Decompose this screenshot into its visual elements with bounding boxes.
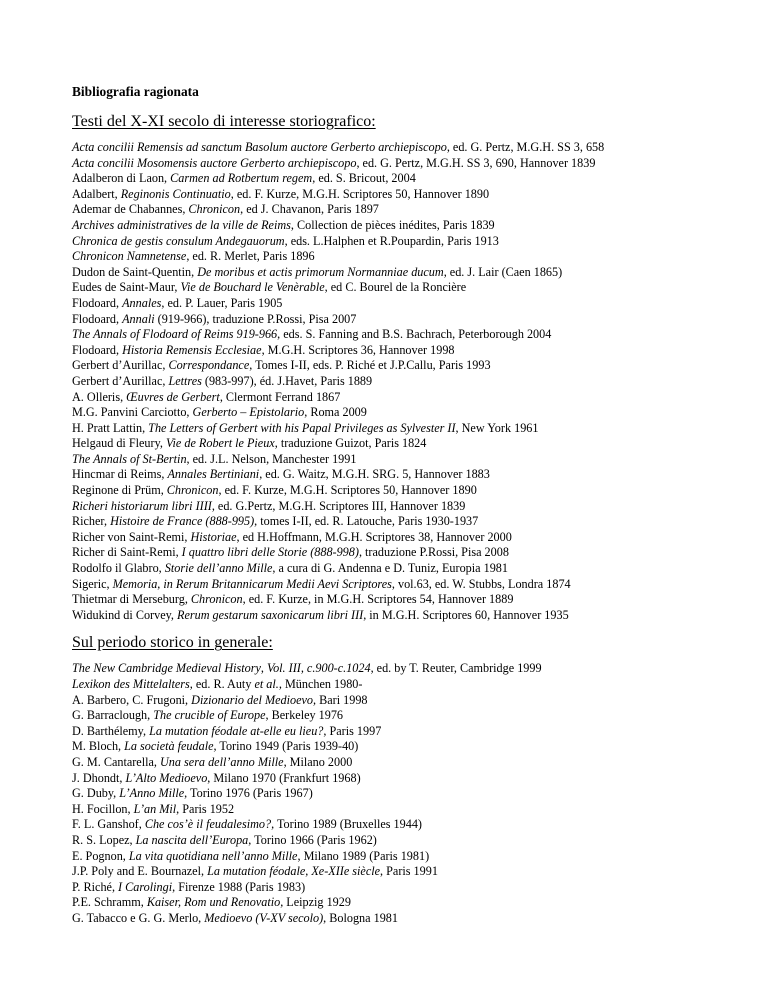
entry-text: G. M. Cantarella, xyxy=(72,754,160,769)
bibliography-entry xyxy=(72,771,762,787)
entry-text: J. Dhondt, xyxy=(72,770,126,785)
bibliography-entry xyxy=(72,545,762,561)
entry-text: Flodoard, xyxy=(72,311,123,326)
entry-title-italic: Acta concilii Mosomensis auctore Gerberto archiepiscopo xyxy=(72,155,357,170)
bibliography-entry xyxy=(72,724,762,740)
document-title: Bibliografia ragionata xyxy=(72,84,199,99)
bibliography-entry xyxy=(72,561,762,577)
entry-text: , Roma 2009 xyxy=(304,405,367,420)
entry-text: Torino 1989 (Bruxelles 1944) xyxy=(274,817,422,832)
entry-text: , ed. F. Kurze, M.G.H. Scriptores 50, Hannover 1890 xyxy=(230,186,490,201)
entry-text: , Tomes I-II, eds. P. Riché et J.P.Callu, Paris 1993 xyxy=(249,358,491,373)
bibliography-entry xyxy=(72,864,762,880)
bibliography-entry xyxy=(72,140,762,156)
bibliography-entry xyxy=(72,374,762,390)
entry-text: Bari 1998 xyxy=(316,692,368,707)
entry-text: , ed. S. Bricout, 2004 xyxy=(312,171,416,186)
bibliography-entry xyxy=(72,296,762,312)
entry-title-italic: The New Cambridge Medieval History xyxy=(72,661,261,676)
section-heading: Testi del X-XI secolo di interesse storiografico: xyxy=(72,113,376,130)
bibliography-entry xyxy=(72,911,762,927)
entry-title-italic: L’Anno Mille xyxy=(119,786,185,801)
bibliography-entry xyxy=(72,390,762,406)
bibliography-entry xyxy=(72,677,762,693)
section-heading: Sul periodo storico in generale: xyxy=(72,634,273,652)
entry-text: , ed. J.L. Nelson, Manchester 1991 xyxy=(186,451,357,466)
entry-text: A. Olleris, xyxy=(72,389,127,404)
entry-title-italic: Reginonis Continuatio xyxy=(120,186,231,201)
bibliography-entry xyxy=(72,202,762,218)
entry-text: , ed H.Hoffmann, M.G.H. Scriptores 38, Hannover 2000 xyxy=(236,529,512,544)
bibliography-entry xyxy=(72,171,762,187)
entry-title-italic: La mutation féodale, Xe-XIIe siècle xyxy=(207,864,381,879)
entry-text: Eudes de Saint-Maur, xyxy=(72,280,181,295)
bibliography-entry xyxy=(72,421,762,437)
entry-text: , ed. R. Merlet, Paris 1896 xyxy=(186,249,315,264)
bibliography-list xyxy=(72,140,762,623)
bibliography-entry xyxy=(72,514,762,530)
entry-text: Hincmar di Reims, xyxy=(72,467,168,482)
entry-text: , Firenze 1988 (Paris 1983) xyxy=(172,879,306,894)
entry-text: Leipzig 1929 xyxy=(283,895,351,910)
entry-text: G. Barraclough, xyxy=(72,708,154,723)
bibliography-entry xyxy=(72,833,762,849)
entry-title-italic: Vie de Bouchard le Venèrable xyxy=(180,280,325,295)
entry-text: , Milano 2000 xyxy=(283,754,353,769)
entry-text: Torino 1949 (Paris 1939-40) xyxy=(216,739,359,754)
entry-text: M.G. Panvini Carciotto, xyxy=(72,405,193,420)
entry-text: Richer di Saint-Remi, xyxy=(72,545,182,560)
entry-text: Thietmar di Merseburg, xyxy=(72,592,191,607)
entry-text: Gerbert d’Aurillac, xyxy=(72,358,169,373)
entry-title-italic: Richeri historiarum libri IIII xyxy=(72,498,212,513)
entry-title-italic: The Annals of St-Bertin xyxy=(72,451,187,466)
entry-text: , ed. by T. Reuter, Cambridge 1999 xyxy=(370,661,542,676)
entry-text: , in M.G.H. Scriptores 60, Hannover 1935 xyxy=(363,607,569,622)
entry-title-italic: Lexikon des Mittelalters, xyxy=(72,677,193,691)
entry-text: Flodoard, xyxy=(72,295,123,310)
entry-text: , ed. J. Lair (Caen 1865) xyxy=(443,264,563,279)
entry-title-italic: Memoria, in Rerum Britannicarum Medii Aevi Scriptores xyxy=(112,576,392,591)
bibliography-entry xyxy=(72,817,762,833)
bibliography-entry xyxy=(72,249,762,265)
entry-title-italic: The Annals of Flodoard of Reims 919-966 xyxy=(72,327,278,342)
entry-text: , Paris 1952 xyxy=(176,801,235,816)
entry-text: , Torino 1966 (Paris 1962) xyxy=(248,832,377,847)
entry-text: Dudon de Saint-Quentin, xyxy=(72,264,198,279)
entry-text: , ed. F. Kurze, M.G.H. Scriptores 50, Hannover 1890 xyxy=(218,483,477,498)
entry-text: Adalberon di Laon, xyxy=(72,171,171,186)
entry-title-italic: Archives administratives de la ville de Reims xyxy=(72,217,291,232)
bibliography-entry xyxy=(72,693,762,709)
entry-title-italic: Rerum gestarum saxonicarum libri III xyxy=(177,607,364,622)
entry-text: Rodolfo il Glabro, xyxy=(72,561,165,576)
bibliography-entry xyxy=(72,608,762,624)
entry-text: , Berkeley 1976 xyxy=(265,708,344,723)
entry-text: , a cura di G. Andenna e D. Tuniz, Europia 1981 xyxy=(272,561,508,576)
entry-title-italic: Acta concilii Remensis ad sanctum Basolum auctore Gerberto archiepiscopo xyxy=(72,140,447,154)
entry-title-italic: Gerberto – Epistolario xyxy=(192,405,305,420)
entry-title-italic: Vol. III, c.900-c.1024 xyxy=(266,661,371,676)
bibliography-entry xyxy=(72,530,762,546)
entry-text: , Collection de pièces inédites, Paris 1839 xyxy=(290,217,495,232)
entry-title-italic: Annali xyxy=(122,311,155,326)
entry-title-italic: De moribus et actis primorum Normanniae ducum xyxy=(197,264,444,279)
entry-text: , Milano 1989 (Paris 1981) xyxy=(297,848,430,863)
entry-text: A. Barbero, C. Frugoni, xyxy=(72,692,192,707)
entry-text: M. Bloch, xyxy=(72,739,125,754)
section-general-history xyxy=(72,633,762,926)
bibliography-entry xyxy=(72,849,762,865)
entry-text: , tomes I-II, ed. R. Latouche, Paris 1930-1937 xyxy=(254,514,479,529)
entry-title-italic: La società feudale, xyxy=(124,739,217,754)
entry-text: , Paris 1991 xyxy=(380,864,438,879)
document-page xyxy=(72,83,762,927)
entry-text: , xyxy=(260,661,267,676)
bibliography-entry xyxy=(72,327,762,343)
entry-title-italic: The Letters of Gerbert with his Papal Privileges as Sylvester II xyxy=(148,420,456,435)
entry-text: J.P. Poly and E. Bournazel, xyxy=(72,864,208,879)
entry-title-italic: Œuvres de Gerbert xyxy=(126,389,220,404)
entry-text: , Paris 1997 xyxy=(323,723,382,738)
entry-title-italic: La mutation féodale at-elle eu lieu? xyxy=(149,723,324,738)
section-primary-sources xyxy=(72,112,762,623)
bibliography-entry xyxy=(72,499,762,515)
entry-text: München 1980- xyxy=(281,677,363,691)
entry-text: Flodoard, xyxy=(72,342,123,357)
entry-title-italic: I Carolingi xyxy=(118,879,173,894)
entry-title-italic: Chronica de gestis consulum Andegauorum xyxy=(72,233,285,248)
entry-text: , ed. G. Waitz, M.G.H. SRG. 5, Hannover 1883 xyxy=(259,467,490,482)
entry-text: , Milano 1970 (Frankfurt 1968) xyxy=(207,770,361,785)
entry-text: Richer von Saint-Remi, xyxy=(72,529,191,544)
bibliography-entry xyxy=(72,786,762,802)
entry-text: Richer, xyxy=(72,514,111,529)
bibliography-entry xyxy=(72,802,762,818)
entry-title-italic: Chronicon Namnetense xyxy=(72,249,187,264)
bibliography-entry xyxy=(72,156,762,172)
entry-text: D. Barthélemy, xyxy=(72,723,150,738)
entry-title-italic: La vita quotidiana nell’anno Mille xyxy=(128,848,298,863)
entry-text: Widukind di Corvey, xyxy=(72,607,178,622)
entry-text: P. Riché, xyxy=(72,879,119,894)
entry-title-italic: La nascita dell’Europa xyxy=(135,832,249,847)
entry-title-italic: Carmen ad Rotbertum regem xyxy=(170,171,313,186)
entry-text: P.E. Schramm, xyxy=(72,895,147,910)
entry-text: Sigeric, xyxy=(72,576,113,591)
entry-text: R. S. Lopez, xyxy=(72,832,136,847)
bibliography-entry xyxy=(72,343,762,359)
entry-text: Adalbert, xyxy=(72,186,121,201)
bibliography-entry xyxy=(72,187,762,203)
entry-title-italic: Histoire de France (888-995) xyxy=(110,514,255,529)
bibliography-entry xyxy=(72,739,762,755)
entry-text: , M.G.H. Scriptores 36, Hannover 1998 xyxy=(261,342,455,357)
entry-title-italic: Chronicon xyxy=(190,592,243,607)
bibliography-entry xyxy=(72,592,762,608)
bibliography-entry xyxy=(72,280,762,296)
entry-text: , ed. P. Lauer, Paris 1905 xyxy=(161,295,283,310)
entry-text: (919-966), traduzione P.Rossi, Pisa 2007 xyxy=(154,311,357,326)
entry-text: , Bologna 1981 xyxy=(323,910,398,925)
entry-text: Helgaud di Fleury, xyxy=(72,436,166,451)
entry-title-italic: et al., xyxy=(254,677,282,691)
entry-text: , eds. S. Fanning and B.S. Bachrach, Peterborough 2004 xyxy=(277,327,552,342)
entry-text: , traduzione Guizot, Paris 1824 xyxy=(274,436,427,451)
bibliography-entry xyxy=(72,708,762,724)
bibliography-entry xyxy=(72,436,762,452)
entry-title-italic: The crucible of Europe xyxy=(153,708,266,723)
entry-title-italic: Annales xyxy=(122,295,162,310)
bibliography-entry xyxy=(72,265,762,281)
entry-text: , ed. G. Pertz, M.G.H. SS 3, 658 xyxy=(446,140,605,154)
bibliography-entry xyxy=(72,358,762,374)
entry-text: (983-997), éd. J.Havet, Paris 1889 xyxy=(201,373,373,388)
entry-text: , Torino 1976 (Paris 1967) xyxy=(184,786,313,801)
bibliography-entry xyxy=(72,755,762,771)
entry-text: Gerbert d’Aurillac, xyxy=(72,373,169,388)
entry-title-italic: L’Alto Medioevo xyxy=(125,770,208,785)
entry-title-italic: Una sera dell’anno Mille xyxy=(160,754,284,769)
entry-text: , vol.63, ed. W. Stubbs, Londra 1874 xyxy=(391,576,571,591)
entry-title-italic: Historia Remensis Ecclesiae xyxy=(122,342,262,357)
entry-title-italic: Storie dell’anno Mille xyxy=(164,561,273,576)
bibliography-list xyxy=(72,661,762,926)
bibliography-entry xyxy=(72,895,762,911)
entry-text: , traduzione P.Rossi, Pisa 2008 xyxy=(358,545,509,560)
entry-text: , ed J. Chavanon, Paris 1897 xyxy=(240,202,379,217)
entry-title-italic: Historiae xyxy=(190,529,237,544)
entry-text: G. Duby, xyxy=(72,786,120,801)
bibliography-entry xyxy=(72,218,762,234)
entry-title-italic: Lettres xyxy=(168,373,202,388)
entry-text: G. Tabacco e G. G. Merlo, xyxy=(72,910,205,925)
entry-title-italic: Dizionario del Medioevo, xyxy=(191,692,317,707)
entry-title-italic: Correspondance xyxy=(168,358,250,373)
entry-title-italic: Chronicon xyxy=(188,202,241,217)
entry-text: , ed. G. Pertz, M.G.H. SS 3, 690, Hannover 1839 xyxy=(356,155,596,170)
entry-text: Reginone di Prüm, xyxy=(72,483,167,498)
entry-text: , ed. F. Kurze, in M.G.H. Scriptores 54, Hannover 1889 xyxy=(242,592,514,607)
entry-text: E. Pognon, xyxy=(72,848,129,863)
bibliography-entry xyxy=(72,234,762,250)
entry-text: Ademar de Chabannes, xyxy=(72,202,189,217)
bibliography-entry xyxy=(72,661,762,677)
bibliography-entry xyxy=(72,483,762,499)
bibliography-entry xyxy=(72,405,762,421)
entry-title-italic: L’an Mil xyxy=(133,801,177,816)
entry-text: ed. R. Auty xyxy=(192,677,255,691)
entry-text: , eds. L.Halphen et R.Poupardin, Paris 1913 xyxy=(284,233,499,248)
entry-text: H. Focillon, xyxy=(72,801,134,816)
bibliography-entry xyxy=(72,880,762,896)
entry-title-italic: Vie de Robert le Pieux xyxy=(165,436,275,451)
bibliography-entry xyxy=(72,467,762,483)
bibliography-entry xyxy=(72,577,762,593)
entry-title-italic: Chronicon xyxy=(166,483,219,498)
entry-title-italic: Kaiser, Rom und Renovatio, xyxy=(146,895,284,910)
entry-title-italic: Annales Bertiniani xyxy=(167,467,260,482)
entry-title-italic: Medioevo (V-XV secolo) xyxy=(204,910,324,925)
entry-text: , ed C. Bourel de la Roncière xyxy=(324,280,467,295)
bibliography-entry xyxy=(72,452,762,468)
entry-title-italic: Che cos’è il feudalesimo?, xyxy=(144,817,275,832)
bibliography-entry xyxy=(72,312,762,328)
entry-text: F. L. Ganshof, xyxy=(72,817,145,832)
entry-text: , New York 1961 xyxy=(455,420,539,435)
entry-title-italic: I quattro libri delle Storie (888-998) xyxy=(181,545,359,560)
entry-text: , ed. G.Pertz, M.G.H. Scriptores III, Hannover 1839 xyxy=(211,498,466,513)
entry-text: H. Pratt Lattin, xyxy=(72,420,149,435)
entry-text: , Clermont Ferrand 1867 xyxy=(219,389,341,404)
